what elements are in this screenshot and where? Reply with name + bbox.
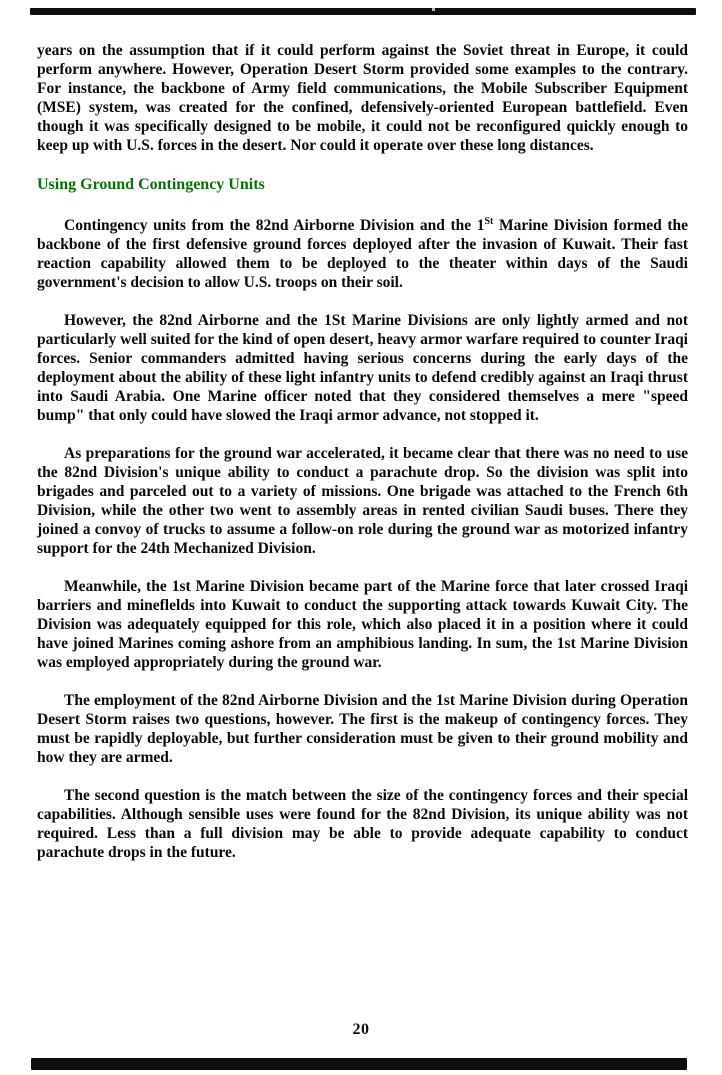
- section-heading: Using Ground Contingency Units: [37, 176, 265, 193]
- paragraph-two-questions: The employment of the 82nd Airborne Division and the 1st Marine Division during Operation Desert Storm raises two questions, however. The first is the makeup of contingency forces. They must be rapidly deployable, but further consideration must be given to their ground mobility and how they are armed.: [37, 692, 688, 766]
- body-text: [37, 41, 688, 881]
- paragraph-lightly-armed: However, the 82nd Airborne and the 1St Marine Divisions are only lightly armed and not particularly well suited for the kind of open desert, heavy armor warfare required to counter Iraqi forces. Senior commanders admitted having serious concerns during the early days of the deployment about the ability of these light infantry units to defend credibly against an Iraqi thrust into Saudi Arabia. One Marine officer noted that they considered themselves a mere "speed bump" that only could have slowed the Iraqi armor advance, not stopped it.: [37, 312, 688, 424]
- scan-speck: [432, 8, 435, 11]
- paragraph-marine-division: Meanwhile, the 1st Marine Division became part of the Marine force that later crossed Iraqi barriers and mineflelds into Kuwait to conduct the supporting attack towards Kuwait City. The Division was adequately equipped for this role, which also placed it in a position where it could have joined Marines coming ashore from an amphibious landing. In sum, the 1st Marine Division was employed appropriately during the ground war.: [37, 578, 688, 671]
- scan-artifact-top-bar: [30, 8, 696, 15]
- paragraph-second-question: The second question is the match between the size of the contingency forces and their special capabilities. Although sensible uses were found for the 82nd Division, its unique ability was not required. Less than a full division may be able to provide adequate capability to conduct parachute drops in the future.: [37, 787, 688, 861]
- paragraph-continuation: years on the assumption that if it could perform against the Soviet threat in Europe, it could perform anywhere. However, Operation Desert Storm provided some examples to the contrary. For instance, the backbone of Army field communications, the Mobile Subscriber Equipment (MSE) system, was created for the confined, defensively-oriented European battlefield. Even though it was specifically designed to be mobile, it could not be reconfigured quickly enough to keep up with U.S. forces in the desert. Nor could it operate over these long distances.: [37, 42, 688, 154]
- paragraph-contingency-units: [37, 216, 688, 292]
- scan-artifact-bottom-bar: [31, 1058, 687, 1070]
- page-number: 20: [352, 1021, 370, 1038]
- paragraph-text-after-sup: Marine Division formed the backbone of the first defensive ground forces deployed after the invasion of Kuwait. Their fast reaction capability allowed them to be deployed to the theater within days of the Saudi government's decision to allow U.S. troops on their soil.: [37, 217, 688, 291]
- ordinal-superscript: St: [484, 215, 494, 227]
- paragraph-text-before-sup: Contingency units from the 82nd Airborne Division and the 1: [64, 217, 485, 234]
- paragraph-ground-war-preparations: As preparations for the ground war accelerated, it became clear that there was no need to use the 82nd Division's unique ability to conduct a parachute drop. So the division was split into brigades and parceled out to a variety of missions. One brigade was attached to the French 6th Division, while the other two went to assembly areas in rented civilian Saudi buses. There they joined a convoy of trucks to assume a follow-on role during the ground war as motorized infantry support for the 24th Mechanized Division.: [37, 445, 688, 557]
